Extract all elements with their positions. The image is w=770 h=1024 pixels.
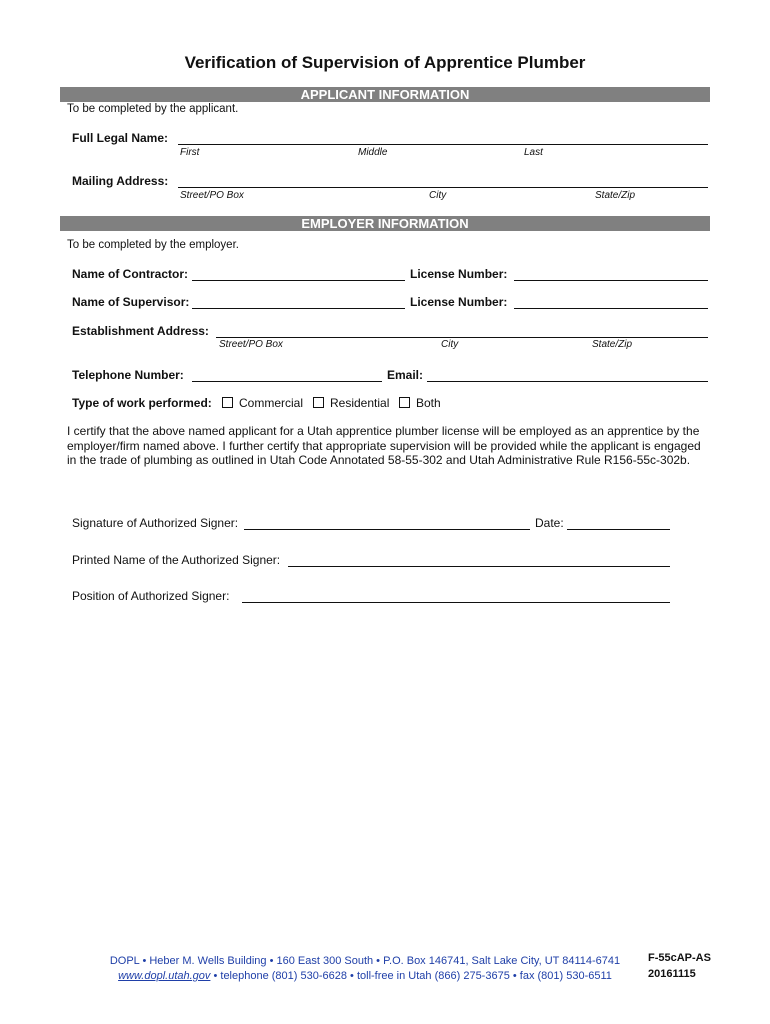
footer-contact-line: [80, 969, 650, 984]
position-label: Position of Authorized Signer:: [72, 589, 230, 603]
contractor-license-field[interactable]: [514, 280, 708, 281]
last-name-caption: Last: [524, 147, 543, 158]
first-name-caption: First: [180, 147, 200, 158]
applicant-section-header: APPLICANT INFORMATION: [60, 87, 710, 102]
email-label: Email:: [387, 368, 424, 382]
employer-section-header: EMPLOYER INFORMATION: [60, 216, 710, 231]
commercial-checkbox[interactable]: [222, 397, 233, 408]
applicant-note: To be completed by the applicant.: [67, 103, 239, 115]
position-field[interactable]: [242, 602, 670, 603]
residential-option-label: Residential: [330, 396, 390, 410]
mailing-city-caption: City: [429, 190, 447, 201]
establishment-state-zip-caption: State/Zip: [592, 339, 633, 350]
printed-name-field[interactable]: [288, 566, 670, 567]
printed-name-label: Printed Name of the Authorized Signer:: [72, 553, 281, 567]
form-code: F-55cAP-AS: [648, 952, 711, 964]
supervisor-name-field[interactable]: [192, 308, 405, 309]
date-field[interactable]: [567, 529, 670, 530]
establishment-street-caption: Street/PO Box: [219, 339, 283, 350]
contractor-license-label: License Number:: [410, 267, 508, 281]
employer-note: To be completed by the employer.: [67, 239, 239, 251]
establishment-city-caption: City: [441, 339, 459, 350]
contractor-name-field[interactable]: [192, 280, 405, 281]
full-legal-name-label: Full Legal Name:: [72, 131, 169, 145]
supervisor-name-label: Name of Supervisor:: [72, 295, 190, 309]
both-option-label: Both: [416, 396, 441, 410]
footer-address: [80, 954, 650, 984]
middle-name-caption: Middle: [358, 147, 388, 158]
establishment-address-field[interactable]: [216, 337, 708, 338]
signature-field[interactable]: [244, 529, 530, 530]
residential-checkbox[interactable]: [313, 397, 324, 408]
mailing-address-field[interactable]: [178, 187, 708, 188]
mailing-state-zip-caption: State/Zip: [595, 190, 636, 201]
date-label: Date:: [535, 516, 564, 530]
supervisor-license-label: License Number:: [410, 295, 508, 309]
email-field[interactable]: [427, 381, 708, 382]
mailing-street-caption: Street/PO Box: [180, 190, 244, 201]
footer-address-line: DOPL • Heber M. Wells Building • 160 East 300 South • P.O. Box 146741, Salt Lake City, UT 84114-6741: [109, 955, 621, 967]
form-date: 20161115: [648, 968, 696, 980]
both-checkbox[interactable]: [399, 397, 410, 408]
work-type-label: Type of work performed:: [72, 396, 212, 410]
footer-phone-numbers: • telephone (801) 530-6628 • toll-free in Utah (866) 275-3675 • fax (801) 530-6511: [210, 970, 612, 982]
full-legal-name-field[interactable]: [178, 144, 708, 145]
telephone-label: Telephone Number:: [72, 368, 184, 382]
page-title: Verification of Supervision of Apprentice Plumber: [184, 53, 586, 72]
mailing-address-label: Mailing Address:: [72, 174, 169, 188]
establishment-address-label: Establishment Address:: [72, 324, 209, 338]
supervisor-license-field[interactable]: [514, 308, 708, 309]
certification-statement: I certify that the above named applicant for a Utah apprentice plumber license will be employed as an apprentice by the employer/firm named above. I further certify that appropriate supervision will be provided while the applicant is engaged in the trade of plumbing as outlined in Utah Code Annotated 58-55-302 and Utah Administrative Rule R156-55c-302b.: [67, 424, 701, 467]
signature-label: Signature of Authorized Signer:: [72, 516, 239, 530]
telephone-field[interactable]: [192, 381, 382, 382]
commercial-option-label: Commercial: [239, 396, 304, 410]
website-link[interactable]: www.dopl.utah.gov: [118, 970, 211, 982]
contractor-name-label: Name of Contractor:: [72, 267, 189, 281]
